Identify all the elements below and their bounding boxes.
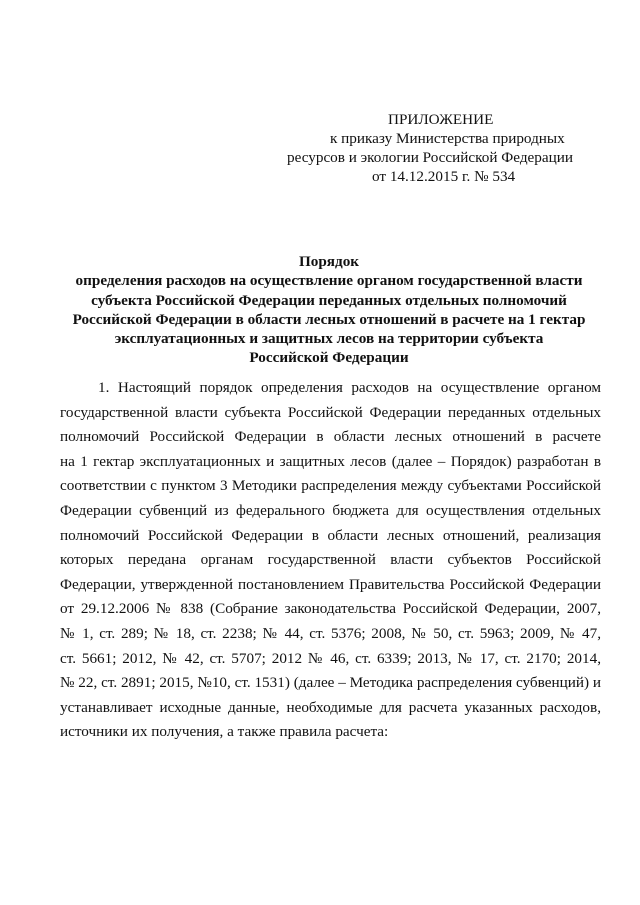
paragraph-line: которых передана органам государственной власти субъектов Российской (60, 551, 601, 569)
approval-heading: ПРИЛОЖЕНИЕ (388, 111, 494, 128)
title-line: Российской Федерации в области лесных отношений в расчете на 1 гектар (72, 310, 586, 328)
title-line: Порядок (298, 253, 360, 270)
title-line: определения расходов на осуществление органом государственной власти (75, 272, 583, 290)
paragraph-line: на 1 гектар эксплуатационных и защитных лесов (далее – Порядок) разработан в (60, 452, 601, 470)
title-line: Российской Федерации (249, 349, 409, 367)
paragraph-line: источники их получения, а также правила расчета: (60, 723, 389, 741)
approval-block (285, 110, 605, 186)
paragraph-line: государственной власти субъекта Российской Федерации переданных отдельных (60, 403, 601, 421)
body-paragraph (60, 377, 601, 746)
paragraph-line: Федерации, утвержденной постановлением Правительства Российской Федерации (60, 575, 601, 593)
title-line: субъекта Российской Федерации переданных отдельных полномочий (91, 291, 567, 309)
approval-line: к приказу Министерства природных (330, 130, 565, 147)
paragraph-line: Федерации субвенций из федерального бюджета для осуществления отдельных (60, 501, 601, 519)
approval-line: ресурсов и экологии Российской Федерации (287, 149, 574, 166)
approval-date-line: от 14.12.2015 г. № 534 (372, 168, 516, 185)
paragraph-line: от 29.12.2006 № 838 (Собрание законодательства Российской Федерации, 2007, (60, 600, 601, 618)
paragraph-line: № 22, ст. 2891; 2015, №10, ст. 1531) (далее – Методика распределения субвенций) и (60, 674, 601, 692)
paragraph-line: полномочий Российской Федерации в области лесных отношений в расчете (60, 428, 601, 446)
paragraph-line: устанавливает исходные данные, необходимые для расчета указанных расходов, (60, 698, 601, 716)
document-title (55, 252, 603, 368)
paragraph-line: соответствии с пунктом 3 Методики распределения между субъектами Российской (60, 477, 601, 495)
paragraph-line: ст. 5661; 2012, № 42, ст. 5707; 2012 № 46, ст. 6339; 2013, № 17, ст. 2170; 2014, (60, 649, 601, 667)
paragraph-line: 1. Настоящий порядок определения расходов на осуществление органом (98, 379, 601, 396)
title-line: эксплуатационных и защитных лесов на территории субъекта (114, 330, 544, 348)
paragraph-line: полномочий Российской Федерации в области лесных отношений, реализация (60, 526, 601, 544)
paragraph-line: № 1, ст. 289; № 18, ст. 2238; № 44, ст. 5376; 2008, № 50, ст. 5963; 2009, № 47, (60, 624, 601, 642)
